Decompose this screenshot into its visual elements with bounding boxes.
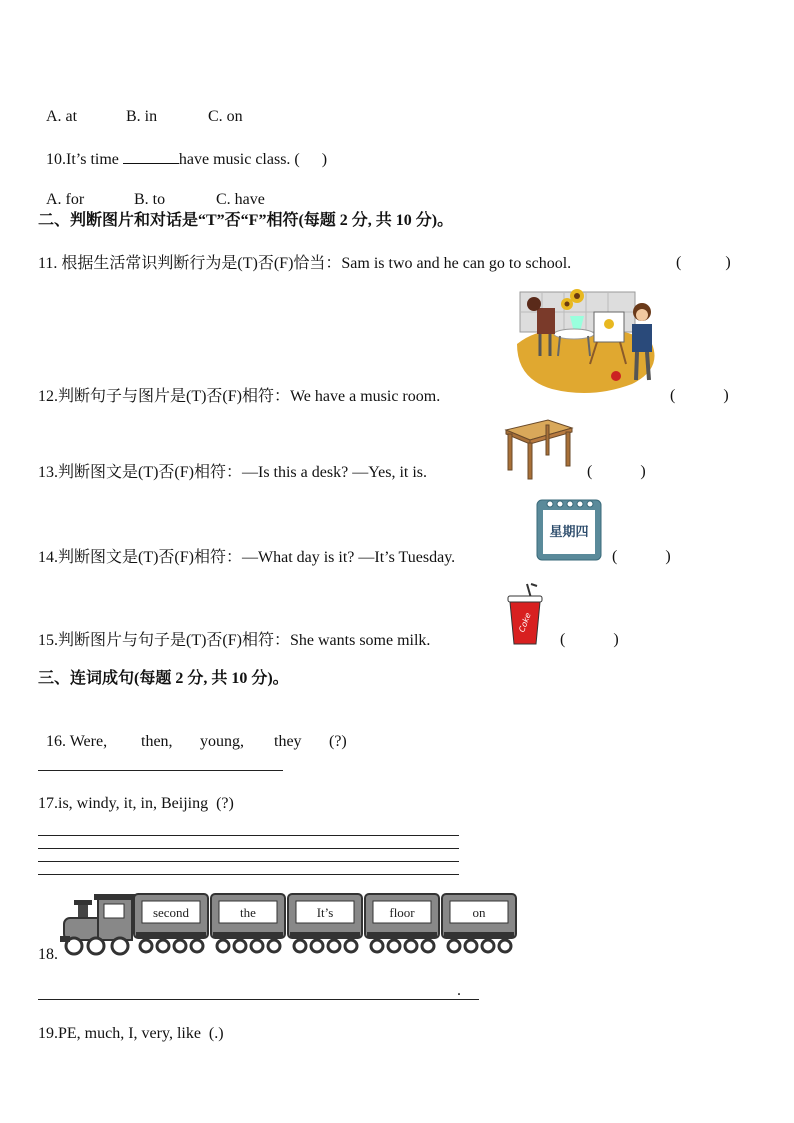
wheel-icon — [465, 940, 477, 952]
train-car-word: on — [472, 905, 486, 920]
q9-option-b: B. in — [126, 108, 158, 125]
q10-question — [38, 129, 327, 170]
wheel-icon — [294, 940, 306, 952]
q15-answer-paren[interactable]: ( ) — [560, 631, 619, 648]
wheel-icon — [328, 940, 340, 952]
wheel-icon — [268, 940, 280, 952]
q17-answer-line[interactable] — [38, 848, 459, 849]
q16-word: they — [274, 733, 302, 750]
wheel-icon — [140, 940, 152, 952]
train-car — [134, 894, 208, 952]
train-car — [288, 894, 362, 952]
q17-answer-line[interactable] — [38, 861, 459, 862]
q10-options — [38, 170, 265, 210]
painting-scene-image — [512, 284, 662, 402]
wheel-icon — [217, 940, 229, 952]
wheel-icon — [388, 940, 400, 952]
q18-end-mark: . — [457, 982, 461, 999]
wheel-icon — [448, 940, 460, 952]
q16-answer-line[interactable] — [38, 770, 283, 771]
q12-answer-paren[interactable]: ( ) — [670, 387, 729, 404]
train-car-word: It’s — [316, 905, 334, 920]
q19-text: 19.PE, much, I, very, like (.) — [38, 1025, 224, 1042]
wheel-icon — [157, 940, 169, 952]
q16-word: then, — [141, 733, 173, 750]
train-car-word: the — [240, 905, 256, 920]
q13-text: 13.判断图文是(T)否(F)相符：—Is this a desk? —Yes, it is. — [38, 464, 428, 481]
section3-title: 三、连词成句(每题 2 分, 共 10 分)。 — [38, 670, 289, 687]
q10-number: 10. — [46, 151, 66, 168]
q12-text: 12.判断句子与图片是(T)否(F)相符：We have a music room. — [38, 388, 441, 405]
word-train-image — [58, 888, 518, 960]
calendar-day-label: 星期四 — [549, 525, 589, 540]
q9-option-a: A. at — [46, 108, 78, 125]
q10-close: ) — [321, 151, 328, 168]
q16-words — [38, 712, 347, 752]
cola-cup-image — [505, 582, 545, 646]
q9-options — [38, 87, 243, 127]
q18-answer-line[interactable] — [38, 999, 479, 1000]
wheel-icon — [499, 940, 511, 952]
q10-after: have music class. ( — [178, 151, 300, 168]
q16-word: young, — [200, 733, 244, 750]
q10-option-b: B. to — [134, 191, 166, 208]
q17-answer-line[interactable] — [38, 835, 459, 836]
train-car-word: second — [152, 905, 190, 920]
q18-number: 18. — [38, 946, 58, 963]
q17-text: 17.is, windy, it, in, Beijing (?) — [38, 795, 234, 812]
cup-brand-label: Coke — [517, 611, 533, 634]
wheel-icon — [345, 940, 357, 952]
q15-text: 15.判断图片与句子是(T)否(F)相符：She wants some milk. — [38, 632, 431, 649]
q10-option-a: A. for — [46, 191, 85, 208]
calendar-image — [536, 496, 602, 562]
train-car — [211, 894, 285, 952]
q10-before: It’s time — [66, 151, 123, 168]
train-car — [442, 894, 516, 952]
wheel-icon — [405, 940, 417, 952]
q11-text: 11. 根据生活常识判断行为是(T)否(F)恰当：Sam is two and he can go to school. — [38, 255, 572, 272]
q16-word: 16. Were, — [46, 733, 108, 750]
q17-answer-line[interactable] — [38, 874, 459, 875]
train-car-word: floor — [389, 905, 415, 920]
train-car — [365, 894, 439, 952]
q9-option-c: C. on — [208, 108, 243, 125]
wheel-icon — [174, 940, 186, 952]
wheel-icon — [311, 940, 323, 952]
q14-answer-paren[interactable]: ( ) — [612, 548, 671, 565]
wheel-icon — [482, 940, 494, 952]
wheel-icon — [251, 940, 263, 952]
q13-answer-paren[interactable]: ( ) — [587, 463, 646, 480]
q10-option-c: C. have — [216, 191, 265, 208]
locomotive-icon — [60, 894, 136, 954]
wheel-icon — [422, 940, 434, 952]
q11-answer-paren[interactable]: ( ) — [676, 254, 731, 271]
q16-word: (?) — [329, 733, 347, 750]
wheel-icon — [191, 940, 203, 952]
q10-blank[interactable] — [123, 149, 179, 164]
wheel-icon — [371, 940, 383, 952]
wheel-icon — [234, 940, 246, 952]
desk-image — [500, 416, 576, 480]
section2-title: 二、判断图片和对话是“T”否“F”相符(每题 2 分, 共 10 分)。 — [38, 212, 454, 229]
q14-text: 14.判断图文是(T)否(F)相符：—What day is it? —It’s Tuesday. — [38, 549, 456, 566]
